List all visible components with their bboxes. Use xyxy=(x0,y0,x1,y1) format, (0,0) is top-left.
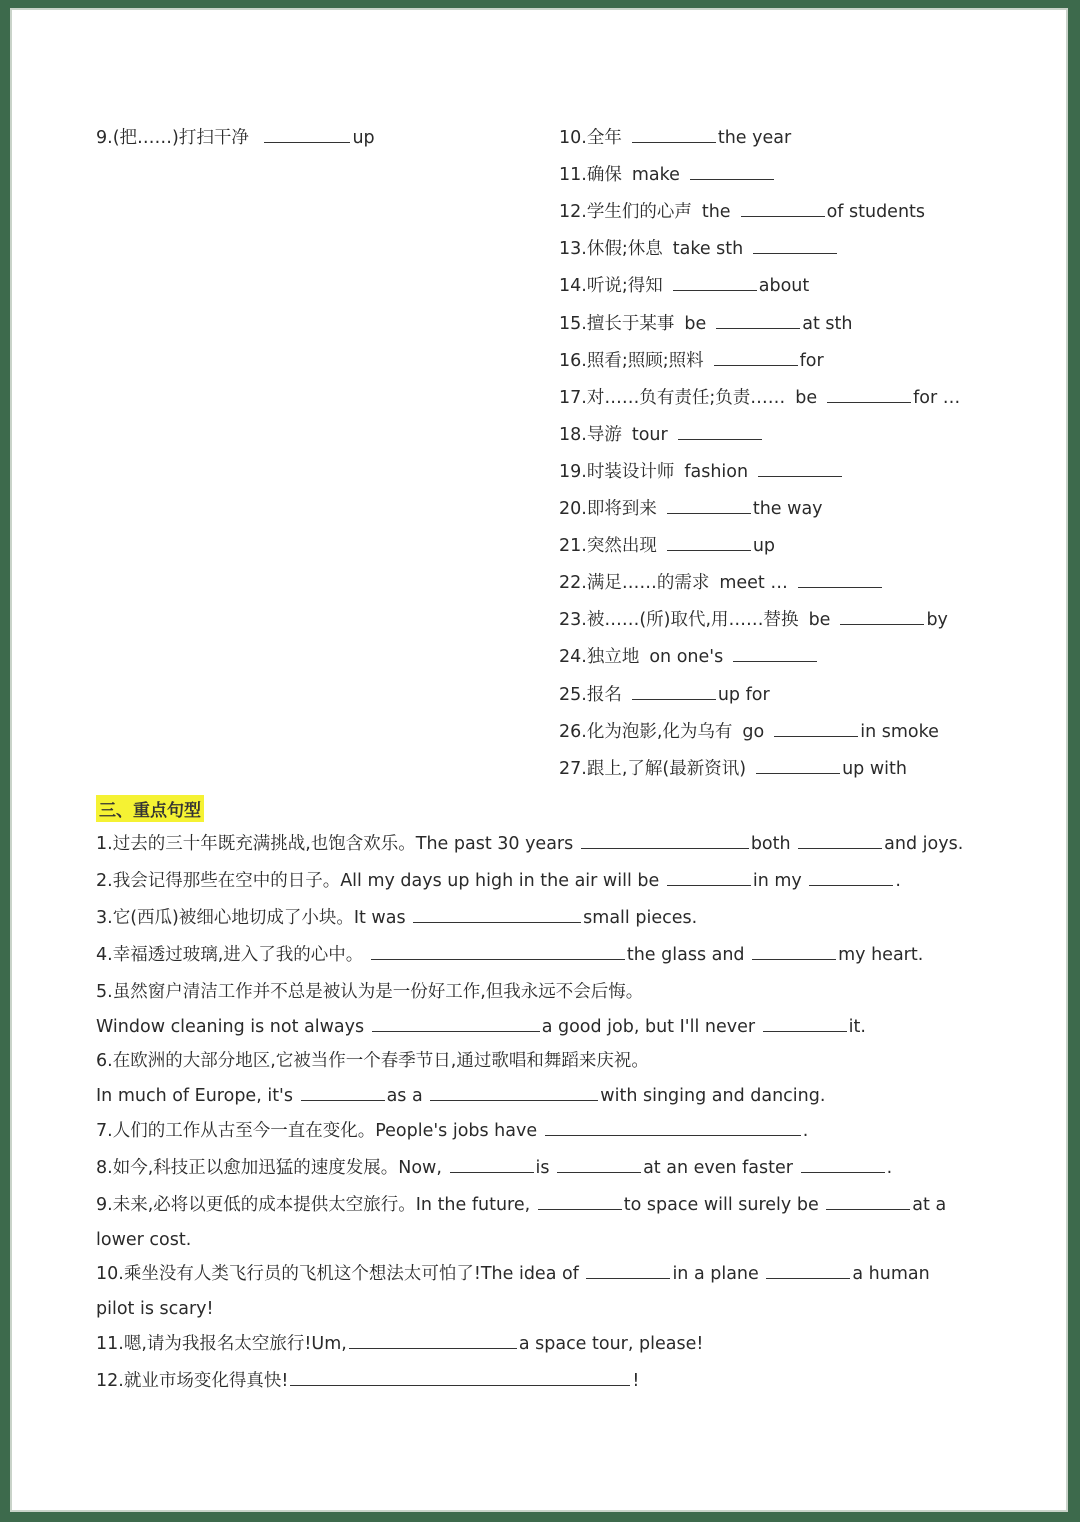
phrase-en-prefix: take sth xyxy=(672,239,744,260)
phrase-cn: 17.对……负有责任;负责…… xyxy=(559,387,786,408)
answer-blank[interactable] xyxy=(690,165,774,180)
answer-blank[interactable] xyxy=(733,647,817,662)
answer-blank[interactable] xyxy=(667,536,751,551)
phrase-en-prefix: fashion xyxy=(684,461,749,482)
answer-blank[interactable] xyxy=(557,1158,641,1173)
phrase-item xyxy=(559,275,809,297)
worksheet-page xyxy=(10,8,1068,1512)
answer-blank[interactable] xyxy=(741,202,825,217)
sentence-6-en: In much of Europe, it's as a with singing and dancing. xyxy=(96,1086,826,1106)
phrase-cn: 21.突然出现 xyxy=(559,536,657,557)
phrase-cn: 24.独立地 xyxy=(559,647,640,668)
sentence-1: 1.过去的三十年既充满挑战,也饱含欢乐。The past 30 years both and joys. xyxy=(96,834,964,854)
sentence-5-cn: 5.虽然窗户清洁工作并不总是被认为是一份好工作,但我永远不会后悔。 xyxy=(96,982,644,1002)
sentence-7: 7.人们的工作从古至今一直在变化。People's jobs have . xyxy=(96,1121,809,1141)
phrase-item xyxy=(559,572,884,594)
answer-blank[interactable] xyxy=(545,1121,801,1136)
phrase-en-suffix: the year xyxy=(717,128,792,148)
answer-blank[interactable] xyxy=(798,573,882,588)
phrase-en: up xyxy=(352,128,375,148)
sentence-10-cont: pilot is scary! xyxy=(96,1299,214,1319)
phrase-en-suffix: in smoke xyxy=(860,721,939,742)
answer-blank[interactable] xyxy=(667,871,751,886)
answer-blank[interactable] xyxy=(753,239,837,254)
sentence-5-en: Window cleaning is not always a good job, but I'll never it. xyxy=(96,1017,866,1037)
answer-blank[interactable] xyxy=(798,834,882,849)
answer-blank[interactable] xyxy=(349,1334,517,1349)
answer-blank[interactable] xyxy=(632,128,716,143)
phrase-item xyxy=(559,350,824,372)
phrase-cn: 25.报名 xyxy=(559,684,622,705)
answer-blank[interactable] xyxy=(413,908,581,923)
phrase-item xyxy=(559,201,925,223)
phrase-item xyxy=(559,164,776,186)
phrase-cn: 11.确保 xyxy=(559,165,622,186)
answer-blank[interactable] xyxy=(586,1264,670,1279)
answer-blank[interactable] xyxy=(371,945,625,960)
phrase-item xyxy=(559,646,819,668)
phrase-en-prefix: be xyxy=(795,387,818,408)
phrase-cn: 16.照看;照顾;照料 xyxy=(559,350,704,371)
phrase-en-prefix: on one's xyxy=(649,647,724,668)
sentence-9-cont: lower cost. xyxy=(96,1230,192,1250)
phrase-en-suffix: of students xyxy=(826,202,926,223)
phrase-cn: 19.时装设计师 xyxy=(559,461,675,482)
phrase-item xyxy=(559,387,960,409)
phrase-en-prefix: go xyxy=(742,721,765,742)
phrase-en-suffix: up with xyxy=(842,758,907,779)
phrase-item xyxy=(559,313,852,335)
sentence-8: 8.如今,科技正以愈加迅猛的速度发展。Now, is at an even faster . xyxy=(96,1158,893,1178)
sentence-9: 9.未来,必将以更低的成本提供太空旅行。In the future, to space will surely be at a xyxy=(96,1195,947,1215)
phrase-cn: 12.学生们的心声 xyxy=(559,202,692,223)
answer-blank[interactable] xyxy=(752,945,836,960)
sentence-12: 12.就业市场变化得真快! ! xyxy=(96,1371,640,1391)
answer-blank[interactable] xyxy=(430,1086,598,1101)
answer-blank[interactable] xyxy=(632,685,716,700)
phrase-en-suffix: the way xyxy=(752,499,823,519)
phrase-cn: 23.被……(所)取代,用……替换 xyxy=(559,610,799,631)
answer-blank[interactable] xyxy=(827,388,911,403)
answer-blank[interactable] xyxy=(758,462,842,477)
answer-blank[interactable] xyxy=(673,276,757,291)
phrase-item xyxy=(559,684,770,706)
phrase-en-suffix: for xyxy=(799,350,824,371)
sentence-2: 2.我会记得那些在空中的日子。All my days up high in the air will be in my . xyxy=(96,871,901,891)
phrase-cn: 27.跟上,了解(最新资讯) xyxy=(559,758,747,779)
phrase-en-suffix: up for xyxy=(717,684,770,705)
phrase-en-suffix: up xyxy=(752,536,776,557)
answer-blank[interactable] xyxy=(450,1158,534,1173)
phrase-cn: 14.听说;得知 xyxy=(559,276,663,297)
phrase-item-9 xyxy=(96,127,375,149)
section-title: 三、重点句型 xyxy=(96,795,204,822)
phrase-cn: 20.即将到来 xyxy=(559,499,657,519)
answer-blank[interactable] xyxy=(581,834,749,849)
answer-blank[interactable] xyxy=(716,314,800,329)
phrase-item xyxy=(559,238,839,260)
phrase-cn: 22.满足……的需求 xyxy=(559,573,710,594)
sentence-11: 11.嗯,请为我报名太空旅行!Um, a space tour, please! xyxy=(96,1334,704,1354)
phrase-item xyxy=(559,758,907,780)
answer-blank[interactable] xyxy=(301,1086,385,1101)
sentence-6-cn: 6.在欧洲的大部分地区,它被当作一个春季节日,通过歌唱和舞蹈来庆祝。 xyxy=(96,1051,649,1071)
phrase-en-prefix: be xyxy=(684,313,707,334)
phrase-cn: 9.(把……)打扫干净 xyxy=(96,128,249,148)
phrase-item xyxy=(559,461,844,483)
answer-blank[interactable] xyxy=(826,1195,910,1210)
phrase-en-prefix: tour xyxy=(631,424,668,445)
answer-blank[interactable] xyxy=(714,351,798,366)
phrase-cn: 15.擅长于某事 xyxy=(559,313,675,334)
answer-blank[interactable] xyxy=(264,128,350,143)
phrase-item xyxy=(559,535,775,557)
phrase-en-prefix: meet … xyxy=(719,573,788,594)
phrase-item xyxy=(559,424,764,446)
phrase-en-suffix: at sth xyxy=(802,313,853,334)
phrase-item xyxy=(559,498,823,520)
phrase-en-prefix: be xyxy=(808,610,831,631)
answer-blank[interactable] xyxy=(756,759,840,774)
phrase-en-suffix: about xyxy=(758,276,810,297)
phrase-en-suffix: by xyxy=(926,610,948,631)
phrase-en-prefix: make xyxy=(631,165,680,186)
phrase-item xyxy=(559,609,948,631)
answer-blank[interactable] xyxy=(678,425,762,440)
answer-blank[interactable] xyxy=(538,1195,622,1210)
phrase-cn: 10.全年 xyxy=(559,128,622,148)
answer-blank[interactable] xyxy=(774,722,858,737)
phrase-cn: 13.休假;休息 xyxy=(559,239,663,260)
phrase-cn: 18.导游 xyxy=(559,424,622,445)
answer-blank[interactable] xyxy=(840,610,924,625)
phrase-en-prefix: the xyxy=(701,202,731,223)
phrase-cn: 26.化为泡影,化为乌有 xyxy=(559,721,733,742)
sentence-4: 4.幸福透过玻璃,进入了我的心中。 the glass and my heart. xyxy=(96,945,924,965)
phrase-item xyxy=(559,721,939,743)
answer-blank[interactable] xyxy=(372,1017,540,1032)
answer-blank[interactable] xyxy=(290,1371,630,1386)
answer-blank[interactable] xyxy=(809,871,893,886)
sentence-3: 3.它(西瓜)被细心地切成了小块。It was small pieces. xyxy=(96,908,698,928)
phrase-item xyxy=(559,127,791,149)
answer-blank[interactable] xyxy=(667,499,751,514)
sentence-10: 10.乘坐没有人类飞行员的飞机这个想法太可怕了!The idea of in a plane a human xyxy=(96,1264,930,1284)
answer-blank[interactable] xyxy=(766,1264,850,1279)
phrase-en-suffix: for … xyxy=(913,387,961,408)
answer-blank[interactable] xyxy=(801,1158,885,1173)
answer-blank[interactable] xyxy=(763,1017,847,1032)
